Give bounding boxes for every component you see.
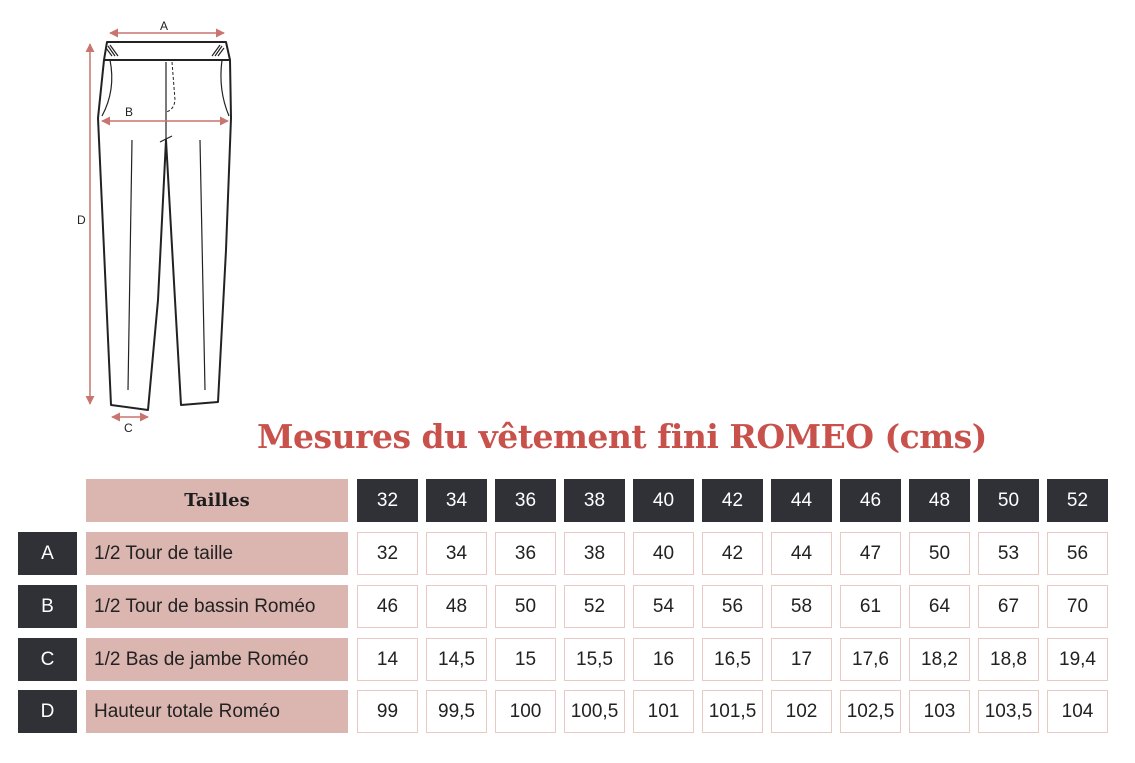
table-cell: 101,5 [702,690,763,733]
size-header-7: 46 [840,479,901,522]
table-cell: 15,5 [564,638,625,681]
fly-stitch [166,62,175,112]
size-header-6: 44 [771,479,832,522]
measure-c-label: C [124,421,133,435]
pants-outline [98,60,231,410]
table-cell: 36 [495,532,556,575]
table-cell: 18,2 [909,638,970,681]
table-cell: 104 [1047,690,1108,733]
table-cell: 15 [495,638,556,681]
size-header-3: 38 [564,479,625,522]
table-cell: 56 [702,585,763,628]
row-label-3: Hauteur totale Roméo [86,690,348,733]
table-cell: 100,5 [564,690,625,733]
table-cell: 50 [495,585,556,628]
table-cell: 70 [1047,585,1108,628]
table-cell: 38 [564,532,625,575]
crease-left [128,140,132,390]
table-cell: 18,8 [978,638,1039,681]
size-header-2: 36 [495,479,556,522]
table-cell: 53 [978,532,1039,575]
table-cell: 67 [978,585,1039,628]
table-cell: 102 [771,690,832,733]
table-cell: 14,5 [426,638,487,681]
table-cell: 64 [909,585,970,628]
table-cell: 19,4 [1047,638,1108,681]
table-cell: 44 [771,532,832,575]
size-header-4: 40 [633,479,694,522]
row-letter-1: B [18,585,77,628]
table-cell: 17,6 [840,638,901,681]
size-header-1: 34 [426,479,487,522]
table-cell: 16 [633,638,694,681]
size-header-8: 48 [909,479,970,522]
measure-a-label: A [160,19,169,33]
size-header-5: 42 [702,479,763,522]
table-cell: 58 [771,585,832,628]
table-cell: 61 [840,585,901,628]
pants-measurement-diagram [0,0,260,440]
row-letter-3: D [18,690,77,733]
sizes-header-label: Tailles [86,479,348,522]
crease-right [200,140,205,390]
page-title: Mesures du vêtement fini ROMEO (cms) [257,417,987,456]
table-cell: 100 [495,690,556,733]
table-cell: 103,5 [978,690,1039,733]
waist-gather-right [212,45,224,56]
waistband-outline [104,42,230,60]
size-header-10: 52 [1047,479,1108,522]
table-cell: 16,5 [702,638,763,681]
table-cell: 32 [357,532,418,575]
table-cell: 52 [564,585,625,628]
table-cell: 103 [909,690,970,733]
row-letter-0: A [18,532,77,575]
table-cell: 17 [771,638,832,681]
row-label-2: 1/2 Bas de jambe Roméo [86,638,348,681]
table-cell: 48 [426,585,487,628]
table-cell: 99 [357,690,418,733]
table-cell: 101 [633,690,694,733]
row-label-1: 1/2 Tour de bassin Roméo [86,585,348,628]
size-header-9: 50 [978,479,1039,522]
measure-d-label: D [77,213,86,227]
table-cell: 42 [702,532,763,575]
row-label-0: 1/2 Tour de taille [86,532,348,575]
table-cell: 50 [909,532,970,575]
table-cell: 56 [1047,532,1108,575]
table-cell: 34 [426,532,487,575]
table-cell: 99,5 [426,690,487,733]
table-cell: 54 [633,585,694,628]
table-cell: 40 [633,532,694,575]
table-cell: 102,5 [840,690,901,733]
table-cell: 46 [357,585,418,628]
row-letter-2: C [18,638,77,681]
pocket-right [221,60,229,116]
table-cell: 14 [357,638,418,681]
waist-gather-left [106,45,118,56]
measure-b-label: B [125,105,134,119]
table-cell: 47 [840,532,901,575]
size-header-0: 32 [357,479,418,522]
